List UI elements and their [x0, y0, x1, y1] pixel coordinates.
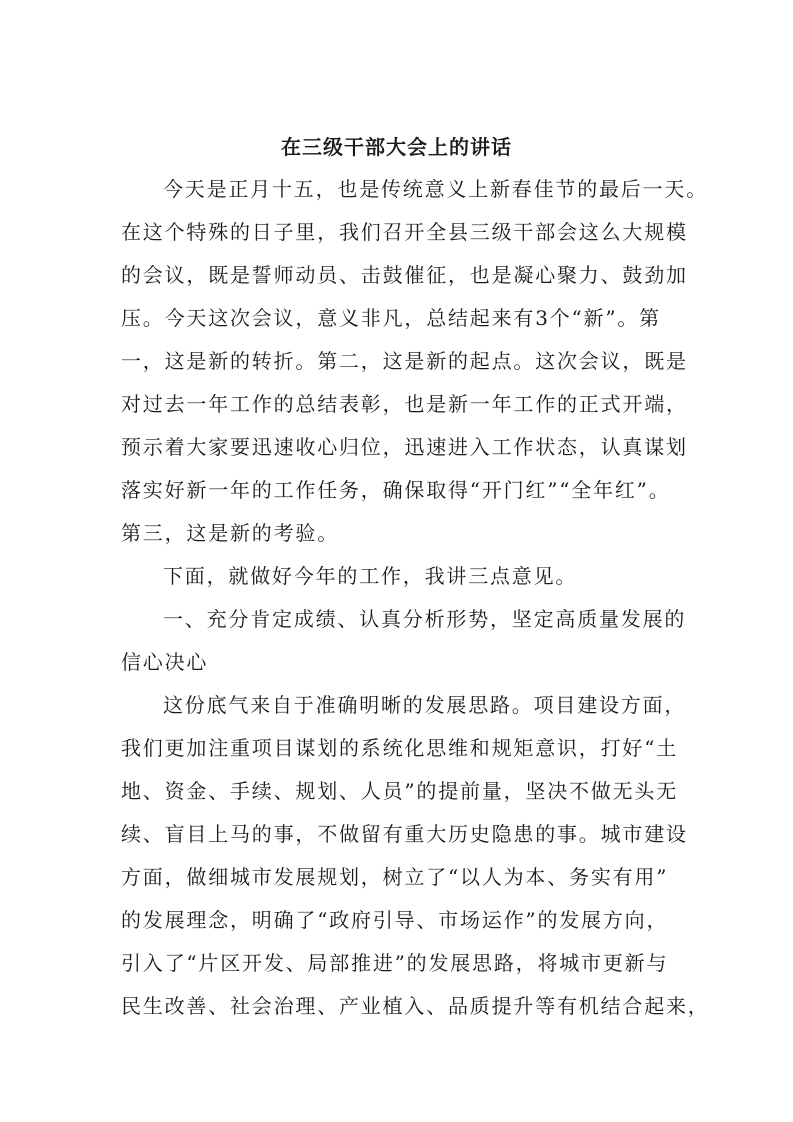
- text-line-16: 续、盲目上马的事，不做留有重大历史隐患的事。城市建设: [121, 822, 688, 846]
- section-heading-1: 一、充分肯定成绩、认真分析形势，坚定高质量发展的: [163, 607, 687, 631]
- text-line-17: 方面，做细城市发展规划，树立了“以人为本、务实有用”: [121, 865, 669, 889]
- text-line-6: 对过去一年工作的总结表彰，也是新一年工作的正式开端，: [121, 392, 688, 416]
- text-line-14: 我们更加注重项目谋划的系统化思维和规矩意识，打好“土: [121, 736, 679, 760]
- text-line-5: 一，这是新的转折。第二，这是新的起点。这次会议，既是: [121, 349, 688, 373]
- text-line-7: 预示着大家要迅速收心归位，迅速进入工作状态，认真谋划: [121, 435, 688, 459]
- text-line-15: 地、资金、手续、规划、人员”的提前量，坚决不做无头无: [121, 779, 679, 803]
- document-title: 在三级干部大会上的讲话: [281, 135, 512, 159]
- text-line-20: 民生改善、社会治理、产业植入、品质提升等有机结合起来，: [121, 994, 710, 1018]
- text-line-1: 今天是正月十五，也是传统意义上新春佳节的最后一天。: [163, 177, 708, 201]
- text-line-4: 压。今天这次会议，意义非凡，总结起来有3个“新”。第: [121, 306, 661, 330]
- text-line-8: 落实好新一年的工作任务，确保取得“开门红”“全年红”。: [121, 478, 671, 502]
- text-line-19: 引入了“片区开发、局部推进”的发展思路，将城市更新与: [121, 951, 669, 975]
- section-heading-1-cont: 信心决心: [121, 650, 209, 674]
- text-line-18: 的发展理念，明确了“政府引导、市场运作”的发展方向，: [121, 908, 669, 932]
- text-line-9: 第三，这是新的考验。: [121, 521, 339, 545]
- text-line-3: 的会议，既是誓师动员、击鼓催征，也是凝心聚力、鼓劲加: [121, 263, 688, 287]
- text-line-2: 在这个特殊的日子里，我们召开全县三级干部会这么大规模: [121, 220, 688, 244]
- text-line-13: 这份底气来自于准确明晰的发展思路。项目建设方面，: [163, 693, 687, 717]
- text-line-10: 下面，就做好今年的工作，我讲三点意见。: [163, 564, 578, 588]
